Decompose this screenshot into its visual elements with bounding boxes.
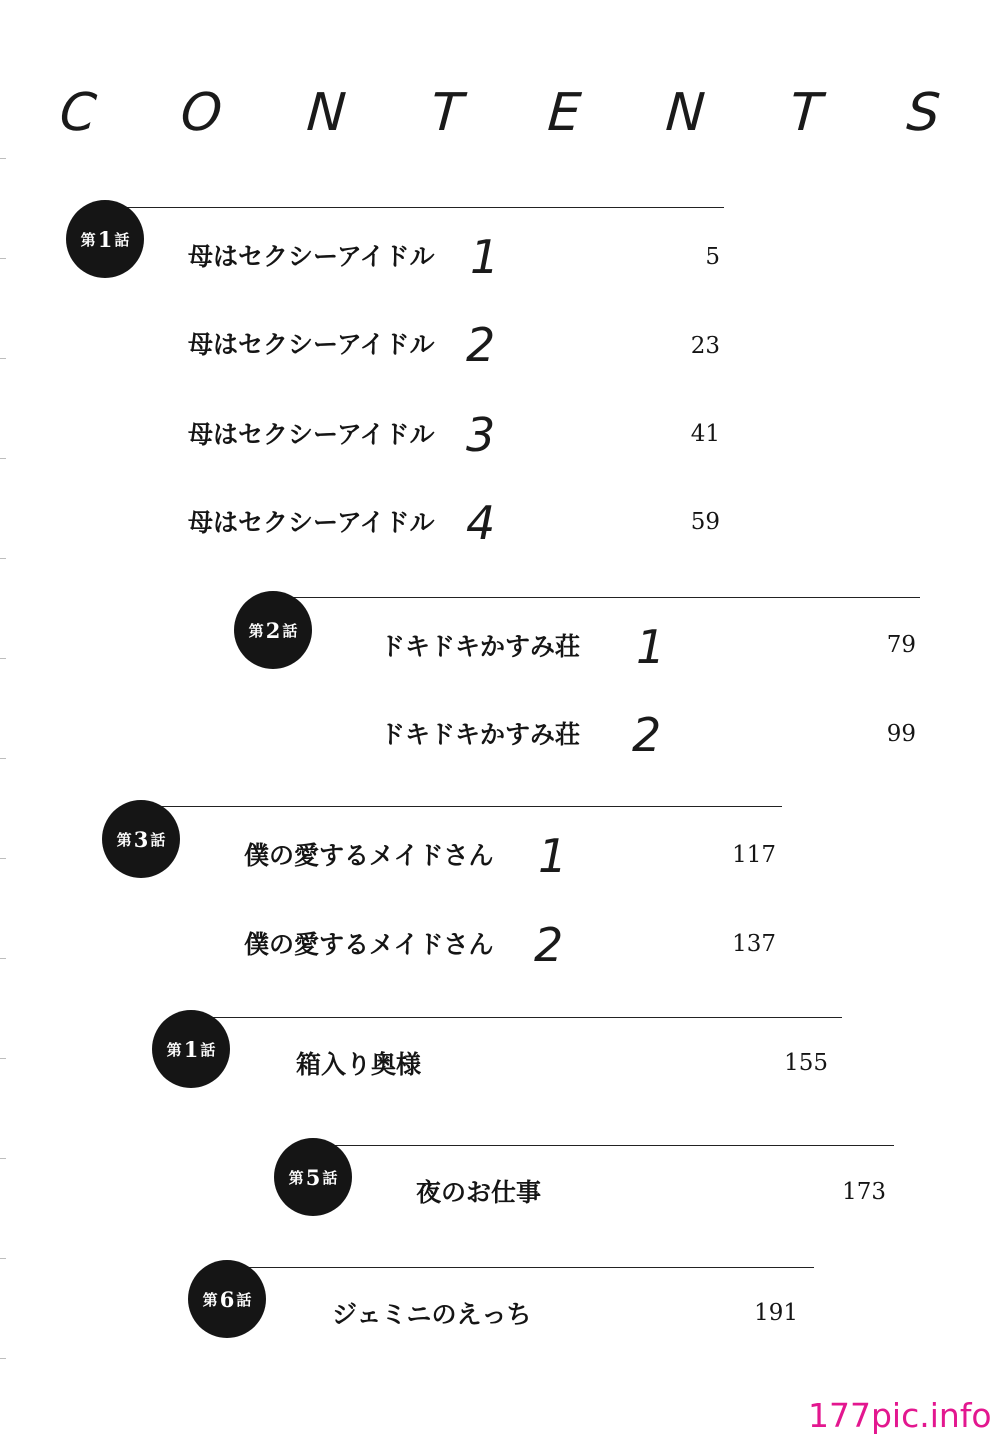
toc-entry-part: 1: [538, 829, 568, 883]
toc-entry-title[interactable]: ドキドキかすみ荘: [380, 632, 581, 661]
toc-entry-title[interactable]: 僕の愛するメイドさん: [244, 841, 494, 870]
toc-entry-page: 191: [754, 1300, 798, 1326]
chapter-6-badge: 第 6 話: [188, 1260, 266, 1338]
chapter-5-badge: 第 5 話: [274, 1138, 352, 1216]
chapter-3-badge: 第 3 話: [102, 800, 180, 878]
toc-entry-title[interactable]: 母はセクシーアイドル: [188, 508, 435, 537]
toc-entry-title[interactable]: 母はセクシーアイドル: [188, 420, 435, 449]
chapter-4-rule: [200, 1017, 842, 1018]
toc-entry-part: 4: [466, 496, 496, 550]
toc-entry-part: 1: [636, 620, 666, 674]
chapter-1-rule: [110, 207, 724, 208]
toc-entry-page: 59: [690, 509, 720, 535]
chapter-2-badge: 第 2 話: [234, 591, 312, 669]
toc-entry-title[interactable]: ドキドキかすみ荘: [380, 720, 581, 749]
heading-letter: S: [904, 83, 943, 143]
toc-entry-title[interactable]: ジェミニのえっち: [332, 1300, 532, 1329]
toc-entry-page: 155: [784, 1050, 828, 1076]
heading-letter: C: [57, 83, 99, 143]
toc-entry-part: 3: [466, 408, 496, 462]
chapter-2-rule: [280, 597, 920, 598]
toc-entry-page: 41: [690, 421, 720, 447]
toc-entry-title[interactable]: 箱入り奥様: [296, 1050, 422, 1079]
toc-entry-page: 5: [705, 244, 720, 270]
chapter-4-badge: 第 1 話: [152, 1010, 230, 1088]
heading-letter: N: [663, 83, 708, 143]
toc-entry-page: 137: [732, 931, 776, 957]
toc-entry-page: 117: [732, 842, 776, 868]
chapter-6-rule: [236, 1267, 814, 1268]
site-watermark: 177pic.info: [808, 1396, 992, 1435]
toc-entry-part: 1: [470, 230, 500, 284]
toc-entry-title[interactable]: 夜のお仕事: [416, 1178, 542, 1207]
heading-letter: T: [787, 83, 824, 143]
chapter-1-badge: 第 1 話: [66, 200, 144, 278]
toc-entry-title[interactable]: 母はセクシーアイドル: [188, 242, 435, 271]
toc-entry-page: 173: [842, 1179, 886, 1205]
toc-entry-page: 79: [886, 632, 916, 658]
heading-letter: T: [429, 83, 466, 143]
toc-entry-page: 99: [886, 721, 916, 747]
contents-heading: [57, 78, 943, 148]
toc-entry-part: 2: [534, 918, 564, 972]
heading-letter: N: [305, 83, 349, 143]
toc-entry-title[interactable]: 母はセクシーアイドル: [188, 330, 435, 359]
heading-letter: O: [179, 83, 225, 143]
chapter-5-rule: [320, 1145, 894, 1146]
toc-entry-title[interactable]: 僕の愛するメイドさん: [244, 930, 494, 959]
toc-entry-part: 2: [466, 318, 496, 372]
heading-letter: E: [546, 83, 584, 143]
toc-entry-page: 23: [690, 333, 720, 359]
chapter-3-rule: [150, 806, 782, 807]
toc-entry-part: 2: [632, 708, 662, 762]
